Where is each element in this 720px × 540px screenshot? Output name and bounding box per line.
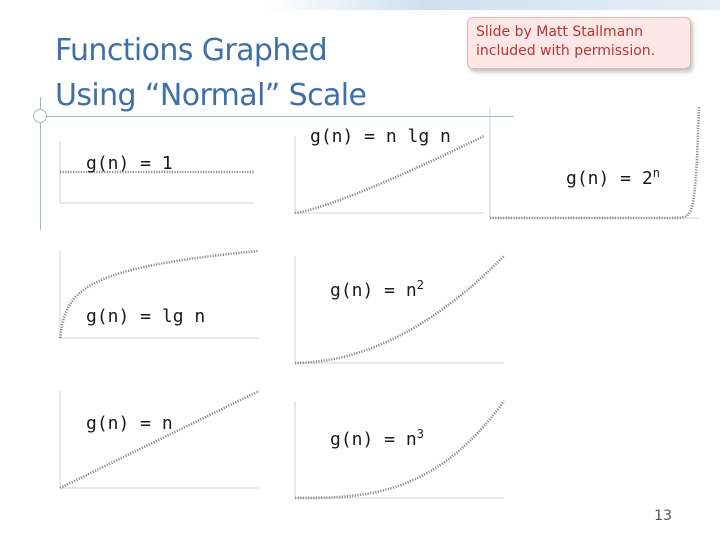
- title-line-1: Functions Graphed: [55, 33, 328, 68]
- decor-circle: [33, 109, 47, 123]
- series-line: [295, 136, 484, 213]
- label-exponential-exponent: n: [652, 166, 660, 180]
- slide-number: 13: [654, 508, 672, 524]
- credit-callout: [467, 17, 691, 69]
- header-gradient-bar: [265, 0, 720, 10]
- series-line: [490, 106, 699, 218]
- label-cube: $g(n) = n^3$: [330, 427, 424, 450]
- credit-line-1: Slide by Matt Stallmann: [476, 24, 644, 40]
- axes: [295, 136, 484, 213]
- chart-constant: [50, 135, 260, 215]
- title-line-2: Using “Normal” Scale: [55, 78, 367, 113]
- chart-log: [50, 245, 265, 350]
- chart-linear: [50, 385, 265, 500]
- series-line: [295, 256, 504, 363]
- axes: [490, 106, 699, 218]
- chart-exponential: [480, 100, 705, 230]
- label-square: $g(n) = n^2$: [330, 278, 424, 301]
- slide-title: [55, 28, 366, 118]
- label-constant: g(n) = 1: [86, 153, 173, 174]
- axes: [295, 256, 504, 363]
- label-square-exponent: 2: [416, 278, 424, 292]
- credit-line-2: included with permission.: [476, 43, 656, 59]
- chart-square: [285, 250, 510, 375]
- series-line: [60, 391, 259, 488]
- label-exponential: $g(n) = 2^n$: [566, 166, 660, 189]
- label-linear: g(n) = n: [86, 413, 173, 434]
- label-nlogn: g(n) = n lg n: [310, 126, 451, 147]
- label-cube-exponent: 3: [416, 427, 424, 441]
- label-log: g(n) = lg n: [86, 306, 206, 327]
- chart-cube: [285, 395, 510, 510]
